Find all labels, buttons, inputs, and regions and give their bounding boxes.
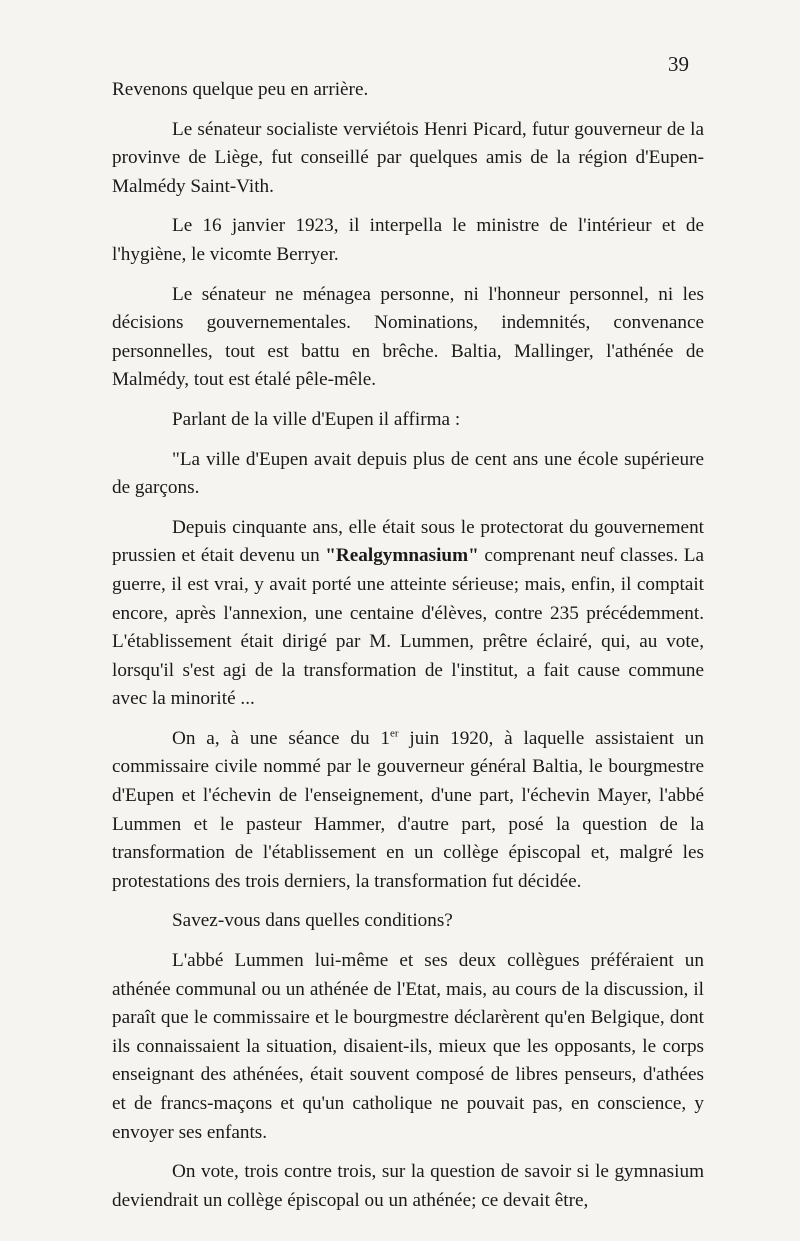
text-run: comprenant neuf classes. La guerre, il est vrai, y avait porté une atteinte sérieuse; mais, enfin, il comptait encore, après l'annexion, une centaine d'élèves, contre 235 précédemment. L'établissement était dirigé par M. Lummen, prêtre éclairé, qui, au vote, lorsqu'il s'est agi de la transformation de l'institut, a fait cause commune avec la minorité ... [112,545,704,710]
text-run: juin 1920, à laquelle assistaient un commissaire civile nommé par le gouverneur général Baltia, le bourgmestre d'Eupen et l'échevin de l'enseignement, d'une part, l'échevin Mayer, l'abbé Lummen et le pasteur Hammer, d'autre part, posé la question de la transformation de l'établissement en un collège épiscopal et, malgré les protestations des trois derniers, la transformation fut décidée. [112,727,704,892]
paragraph-8 [112,725,704,897]
text-run: On a, à une séance du 1 [172,727,391,749]
paragraph-11: On vote, trois contre trois, sur la question de savoir si le gymnasium deviendrait un collège épiscopal ou un athénée; ce devait être, [112,1161,704,1211]
realgymnasium-term: "Realgymnasium" [325,545,479,567]
body-text [112,76,704,1226]
text-run: Depuis cinquante ans, elle était sous le protectorat du gouvernement prussien et était devenu un [112,516,704,567]
paragraph-5: Parlant de la ville d'Eupen il affirma : [172,408,461,430]
ordinal-superscript: er [390,727,399,740]
paragraph-4: Le sénateur ne ménagea personne, ni l'honneur personnel, ni les décisions gouvernementales. Nominations, indemnités, convenance personnelles, tout est battu en brêche. Baltia, Mallinger, l'athénée de Malmédy, tout est étalé pêle-mêle. [112,283,704,391]
paragraph-1: Revenons quelque peu en arrière. [112,79,369,100]
paragraph-10: L'abbé Lummen lui-même et ses deux collègues préféraient un athénée communal ou un athénée de l'Etat, mais, au cours de la discussion, il paraît que le commissaire et le bourgmestre déclarèrent qu'en Belgique, dont ils connaissaient la situation, disaient-ils, mieux que les opposants, le corps enseignant des athénées, était souvent composé de libres penseurs, d'athées et de francs-maçons et qu'un catholique ne pouvait pas, en conscience, y envoyer ses enfants. [112,950,704,1143]
paragraph-3: Le 16 janvier 1923, il interpella le ministre de l'intérieur et de l'hygiène, le vicomte Berryer. [112,215,704,265]
page-number: 39 [668,52,689,76]
paragraph-7 [112,514,704,714]
paragraph-6: "La ville d'Eupen avait depuis plus de cent ans une école supérieure de garçons. [112,448,704,499]
paragraph-9: Savez-vous dans quelles conditions? [172,910,453,932]
paragraph-2: Le sénateur socialiste verviétois Henri Picard, futur gouverneur de la provinve de Liège, fut conseillé par quelques amis de la région d'Eupen-Malmédy Saint-Vith. [112,118,704,197]
